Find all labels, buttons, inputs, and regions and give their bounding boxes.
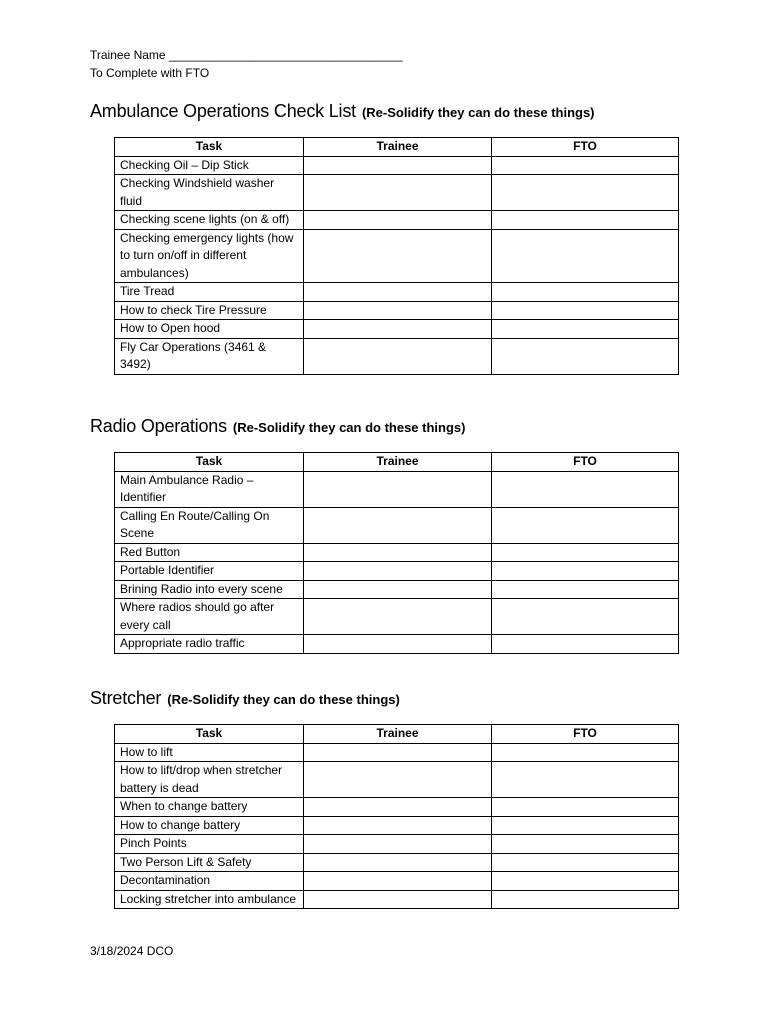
table-row (115, 507, 679, 543)
fto-signoff-cell[interactable] (492, 762, 679, 798)
fto-signoff-cell[interactable] (492, 320, 679, 339)
trainee-signoff-cell[interactable] (304, 543, 492, 562)
column-header-fto: FTO (492, 725, 679, 744)
trainee-signoff-cell[interactable] (304, 175, 492, 211)
column-header-trainee: Trainee (304, 453, 492, 472)
table-row (115, 543, 679, 562)
trainee-signoff-cell[interactable] (304, 890, 492, 909)
task-cell: Where radios should go after every call (115, 599, 304, 635)
section-title-ambulance-operations (90, 101, 595, 122)
task-cell: Portable Identifier (115, 562, 304, 581)
complete-with-fto: To Complete with FTO (90, 66, 210, 80)
task-cell: Tire Tread (115, 283, 304, 302)
table-row (115, 175, 679, 211)
section-title-stretcher (90, 688, 400, 709)
table-row (115, 743, 679, 762)
task-cell: Checking Windshield washer fluid (115, 175, 304, 211)
trainee-signoff-cell[interactable] (304, 798, 492, 817)
table-row (115, 320, 679, 339)
table-row (115, 471, 679, 507)
fto-signoff-cell[interactable] (492, 872, 679, 891)
trainee-signoff-cell[interactable] (304, 599, 492, 635)
task-cell: Fly Car Operations (3461 & 3492) (115, 338, 304, 374)
fto-signoff-cell[interactable] (492, 471, 679, 507)
task-cell: How to change battery (115, 816, 304, 835)
trainee-signoff-cell[interactable] (304, 816, 492, 835)
fto-signoff-cell[interactable] (492, 543, 679, 562)
fto-signoff-cell[interactable] (492, 890, 679, 909)
task-cell: Checking scene lights (on & off) (115, 211, 304, 230)
fto-signoff-cell[interactable] (492, 580, 679, 599)
trainee-signoff-cell[interactable] (304, 562, 492, 581)
fto-signoff-cell[interactable] (492, 507, 679, 543)
table-row (115, 835, 679, 854)
trainee-signoff-cell[interactable] (304, 762, 492, 798)
table-row (115, 762, 679, 798)
table-row (115, 211, 679, 230)
trainee-signoff-cell[interactable] (304, 338, 492, 374)
trainee-signoff-cell[interactable] (304, 743, 492, 762)
fto-signoff-cell[interactable] (492, 743, 679, 762)
trainee-signoff-cell[interactable] (304, 853, 492, 872)
fto-signoff-cell[interactable] (492, 635, 679, 654)
task-cell: How to lift (115, 743, 304, 762)
table-header-row (115, 138, 679, 157)
fto-signoff-cell[interactable] (492, 229, 679, 283)
task-cell: Appropriate radio traffic (115, 635, 304, 654)
column-header-fto: FTO (492, 138, 679, 157)
column-header-task: Task (115, 453, 304, 472)
section-title-radio-operations (90, 416, 465, 437)
fto-signoff-cell[interactable] (492, 798, 679, 817)
task-cell: Brining Radio into every scene (115, 580, 304, 599)
trainee-signoff-cell[interactable] (304, 283, 492, 302)
fto-signoff-cell[interactable] (492, 853, 679, 872)
column-header-fto: FTO (492, 453, 679, 472)
section-title-text: Stretcher (90, 688, 162, 708)
fto-signoff-cell[interactable] (492, 816, 679, 835)
task-cell: Locking stretcher into ambulance (115, 890, 304, 909)
fto-signoff-cell[interactable] (492, 599, 679, 635)
task-cell: Checking emergency lights (how to turn on/off in different ambulances) (115, 229, 304, 283)
section-subtitle: (Re-Solidify they can do these things) (361, 105, 595, 120)
fto-signoff-cell[interactable] (492, 156, 679, 175)
table-row (115, 580, 679, 599)
table-row (115, 816, 679, 835)
fto-signoff-cell[interactable] (492, 211, 679, 230)
fto-signoff-cell[interactable] (492, 835, 679, 854)
stretcher-table (114, 724, 679, 909)
section-title-text: Ambulance Operations Check List (90, 101, 356, 121)
trainee-signoff-cell[interactable] (304, 471, 492, 507)
table-row (115, 229, 679, 283)
task-cell: Pinch Points (115, 835, 304, 854)
section-subtitle: (Re-Solidify they can do these things) (167, 692, 400, 707)
task-cell: Checking Oil – Dip Stick (115, 156, 304, 175)
trainee-signoff-cell[interactable] (304, 211, 492, 230)
column-header-task: Task (115, 725, 304, 744)
trainee-signoff-cell[interactable] (304, 635, 492, 654)
trainee-signoff-cell[interactable] (304, 835, 492, 854)
task-cell: Main Ambulance Radio – Identifier (115, 471, 304, 507)
trainee-signoff-cell[interactable] (304, 156, 492, 175)
trainee-signoff-cell[interactable] (304, 229, 492, 283)
fto-signoff-cell[interactable] (492, 338, 679, 374)
task-cell: Red Button (115, 543, 304, 562)
fto-signoff-cell[interactable] (492, 283, 679, 302)
section-subtitle: (Re-Solidify they can do these things) (232, 420, 466, 435)
section-title-text: Radio Operations (90, 416, 227, 436)
trainee-signoff-cell[interactable] (304, 320, 492, 339)
table-row (115, 562, 679, 581)
table-row (115, 156, 679, 175)
table-row (115, 635, 679, 654)
column-header-trainee: Trainee (304, 138, 492, 157)
table-row (115, 890, 679, 909)
table-row (115, 798, 679, 817)
trainee-signoff-cell[interactable] (304, 507, 492, 543)
ambulance-operations-table (114, 137, 679, 375)
task-cell: Two Person Lift & Safety (115, 853, 304, 872)
column-header-trainee: Trainee (304, 725, 492, 744)
fto-signoff-cell[interactable] (492, 301, 679, 320)
trainee-signoff-cell[interactable] (304, 301, 492, 320)
footer-date: 3/18/2024 DCO (90, 944, 174, 958)
table-row (115, 599, 679, 635)
table-row (115, 853, 679, 872)
fto-signoff-cell[interactable] (492, 175, 679, 211)
table-row (115, 283, 679, 302)
task-cell: Calling En Route/Calling On Scene (115, 507, 304, 543)
trainee-signoff-cell[interactable] (304, 580, 492, 599)
table-header-row (115, 725, 679, 744)
column-header-task: Task (115, 138, 304, 157)
task-cell: How to Open hood (115, 320, 304, 339)
task-cell: Decontamination (115, 872, 304, 891)
table-row (115, 301, 679, 320)
task-cell: How to check Tire Pressure (115, 301, 304, 320)
radio-operations-table (114, 452, 679, 654)
task-cell: When to change battery (115, 798, 304, 817)
table-header-row (115, 453, 679, 472)
trainee-signoff-cell[interactable] (304, 872, 492, 891)
fto-signoff-cell[interactable] (492, 562, 679, 581)
table-row (115, 338, 679, 374)
table-row (115, 872, 679, 891)
task-cell: How to lift/drop when stretcher battery is dead (115, 762, 304, 798)
trainee-name-line: Trainee Name ___________________________________ (90, 48, 403, 62)
